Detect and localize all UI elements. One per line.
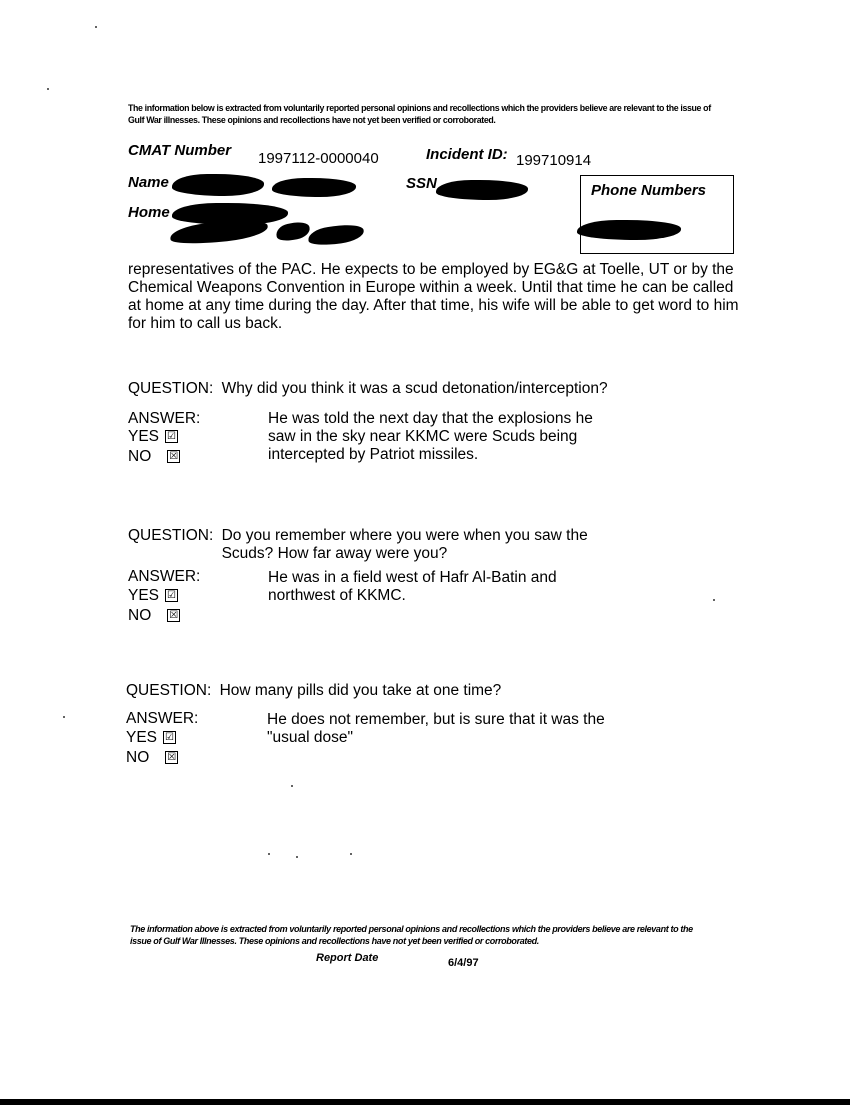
question-text: How many pills did you take at one time? bbox=[219, 682, 502, 699]
no-option bbox=[128, 448, 180, 466]
scan-edge-bar bbox=[0, 1099, 850, 1105]
answer-3 bbox=[267, 711, 605, 747]
question-text bbox=[222, 527, 588, 563]
scan-speck bbox=[63, 716, 65, 718]
narrative-line: at home at any time during the day. After that time, his wife will be able to get word to him bbox=[128, 297, 739, 314]
phone-numbers-box bbox=[580, 175, 734, 254]
no-label: NO bbox=[128, 448, 152, 465]
question-1 bbox=[128, 380, 608, 398]
ssn-label: SSN bbox=[406, 175, 437, 192]
scan-speck bbox=[296, 856, 298, 858]
narrative-line: for him to call us back. bbox=[128, 315, 283, 332]
answer-line: "usual dose" bbox=[267, 729, 353, 746]
name-label: Name bbox=[128, 174, 169, 191]
answer-line: intercepted by Patriot missiles. bbox=[268, 446, 479, 463]
narrative-paragraph bbox=[128, 261, 739, 333]
no-label: NO bbox=[126, 749, 150, 766]
answer-1 bbox=[268, 410, 593, 464]
answer-line: He was told the next day that the explosions he bbox=[268, 410, 593, 427]
narrative-line: Chemical Weapons Convention in Europe within a week. Until that time he can be called bbox=[128, 279, 734, 296]
no-option bbox=[126, 749, 178, 767]
question-line: Do you remember where you were when you saw the bbox=[221, 527, 588, 544]
answer-2 bbox=[268, 569, 557, 605]
home-label: Home bbox=[128, 204, 170, 221]
redacted-home-line3 bbox=[275, 220, 312, 244]
answer-label: ANSWER: bbox=[126, 710, 199, 727]
answer-label: ANSWER: bbox=[128, 410, 201, 427]
cmat-number-value: 1997112-0000040 bbox=[258, 150, 379, 167]
header-disclaimer: The information below is extracted from voluntarily reported personal opinions and recollections which the providers believe are relevant to the issue of Gulf War illnesses. These opinions and recollections have not yet been verified or corroborated. bbox=[128, 103, 711, 126]
yes-checkbox: ☑ bbox=[163, 731, 176, 744]
answer-line: northwest of KKMC. bbox=[268, 587, 406, 604]
yes-label: YES bbox=[128, 587, 160, 604]
question-label: QUESTION: bbox=[128, 380, 214, 397]
no-checkbox: ☒ bbox=[165, 751, 178, 764]
scan-speck bbox=[350, 853, 352, 855]
answer-line: He was in a field west of Hafr Al-Batin and bbox=[268, 569, 557, 586]
yes-checkbox: ☑ bbox=[165, 589, 178, 602]
question-text: Why did you think it was a scud detonation/interception? bbox=[221, 380, 608, 397]
footer-disclaimer: The information above is extracted from voluntarily reported personal opinions and recollections which the providers believe are relevant to the issue of Gulf War Illnesses. These opinions and recollections have not yet been verified or corroborated. bbox=[130, 924, 693, 947]
question-label: QUESTION: bbox=[128, 527, 214, 544]
question-3 bbox=[126, 682, 501, 700]
redacted-phone bbox=[577, 220, 681, 240]
narrative-line: representatives of the PAC. He expects to be employed by EG&G at Toelle, UT or by the bbox=[128, 261, 734, 278]
redacted-name-first bbox=[172, 174, 264, 196]
scan-speck bbox=[291, 785, 293, 787]
report-date-value: 6/4/97 bbox=[448, 957, 479, 969]
yes-option bbox=[128, 428, 178, 446]
yes-label: YES bbox=[128, 428, 160, 445]
scan-speck bbox=[268, 853, 270, 855]
scan-speck bbox=[47, 88, 49, 90]
answer-label: ANSWER: bbox=[128, 568, 201, 585]
answer-line: He does not remember, but is sure that it was the bbox=[267, 711, 605, 728]
redacted-ssn bbox=[436, 180, 528, 200]
scan-speck bbox=[95, 26, 97, 28]
redacted-home-line4 bbox=[307, 222, 365, 248]
no-option bbox=[128, 607, 180, 625]
yes-option bbox=[126, 729, 176, 747]
yes-option bbox=[128, 587, 178, 605]
incident-id-value: 199710914 bbox=[516, 152, 592, 169]
phone-numbers-label: Phone Numbers bbox=[591, 182, 707, 199]
no-label: NO bbox=[128, 607, 152, 624]
no-checkbox: ☒ bbox=[167, 450, 180, 463]
question-2 bbox=[128, 527, 588, 563]
redacted-name-last bbox=[272, 178, 356, 197]
report-date-label: Report Date bbox=[316, 952, 379, 964]
yes-checkbox: ☑ bbox=[165, 430, 178, 443]
answer-line: saw in the sky near KKMC were Scuds being bbox=[268, 428, 578, 445]
scan-speck bbox=[713, 599, 715, 601]
cmat-number-label: CMAT Number bbox=[128, 142, 232, 159]
question-label: QUESTION: bbox=[126, 682, 212, 699]
no-checkbox: ☒ bbox=[167, 609, 180, 622]
yes-label: YES bbox=[126, 729, 158, 746]
question-line: Scuds? How far away were you? bbox=[221, 545, 448, 562]
incident-id-label: Incident ID: bbox=[426, 146, 508, 163]
